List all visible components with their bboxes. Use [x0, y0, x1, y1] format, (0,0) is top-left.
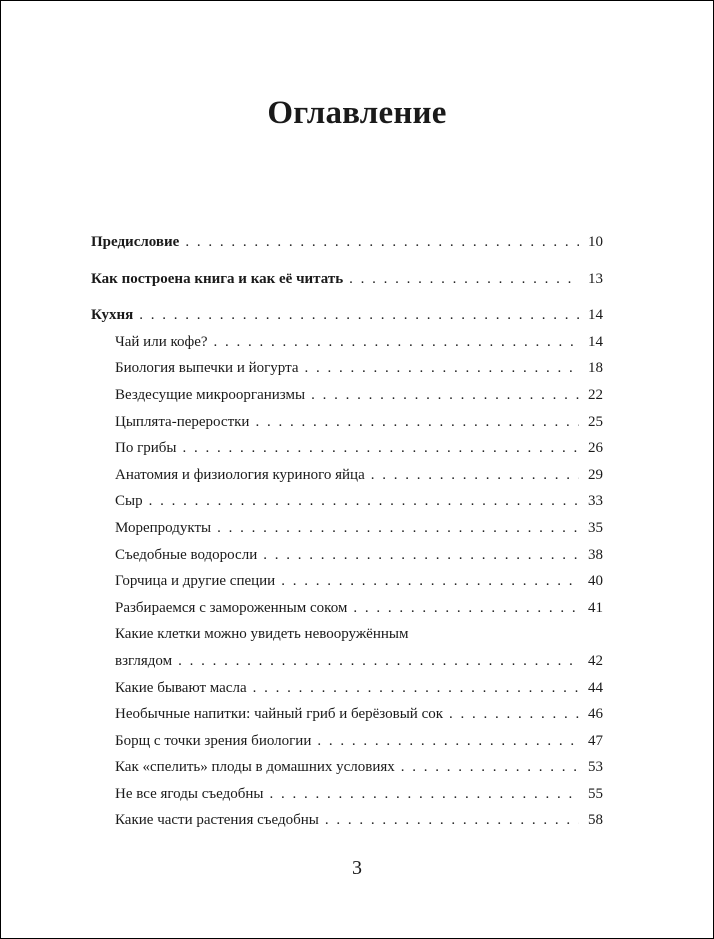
toc-subentry-page: 33 — [588, 493, 603, 510]
dot-leader — [311, 382, 579, 409]
toc-subentry-page: 53 — [588, 759, 603, 776]
dot-leader — [353, 595, 579, 622]
toc-entry-label: Как построена книга и как её читать — [91, 270, 344, 287]
toc-subentry-label: Вездесущие микроорганизмы — [115, 386, 306, 403]
toc-subentry — [91, 435, 603, 462]
dot-leader — [178, 648, 579, 675]
toc-entry-page: 10 — [588, 234, 603, 250]
dot-leader — [401, 754, 579, 781]
toc-subentry-line2 — [91, 648, 603, 675]
toc-subentry-label: Съедобные водоросли — [115, 546, 258, 563]
dot-leader — [281, 568, 579, 595]
toc-subentry — [91, 515, 603, 542]
toc-subentry-label: Какие клетки можно увидеть невооружённым — [115, 626, 409, 643]
toc-subentry-label: Борщ с точки зрения биологии — [115, 732, 312, 749]
toc-entry — [91, 302, 603, 329]
toc-subentry-label: Цыплята-переростки — [115, 413, 250, 430]
toc-entry — [91, 266, 603, 293]
dot-leader — [149, 488, 579, 515]
toc-subentry — [91, 595, 603, 622]
toc-subentry-page: 55 — [588, 785, 603, 802]
toc-subentry-label: Какие бывают масла — [115, 679, 247, 696]
toc-subentry — [91, 329, 603, 356]
toc-subentry-page: 47 — [588, 732, 603, 749]
dot-leader — [182, 435, 579, 462]
toc-subentry-label: Разбираемся с замороженным соком — [115, 599, 348, 616]
dot-leader — [305, 355, 580, 382]
toc-entry-page: 13 — [588, 270, 603, 287]
page-number: 3 — [352, 857, 362, 879]
toc-entry-label: Кухня — [91, 307, 134, 324]
toc-entry — [91, 229, 603, 256]
dot-leader — [185, 229, 579, 256]
toc-subentry — [91, 462, 603, 489]
toc-subentry — [91, 781, 603, 808]
toc-subentry-page: 26 — [588, 440, 603, 457]
toc-subentry-label-cont: взглядом — [115, 652, 173, 669]
toc-subentry-label: Морепродукты — [115, 519, 212, 536]
toc-subentry-label: Как «спелить» плоды в домашних условиях — [115, 759, 395, 776]
dot-leader — [349, 266, 579, 293]
toc-subentry-page: 29 — [588, 466, 603, 483]
toc-subentry-page: 35 — [588, 519, 603, 536]
toc-subentry — [91, 409, 603, 436]
toc-subentry — [91, 382, 603, 409]
toc-subentry-label: По грибы — [115, 440, 177, 457]
dot-leader — [217, 515, 579, 542]
toc-subentry-line1 — [91, 621, 603, 648]
toc-subentry — [91, 488, 603, 515]
toc-subentry-label: Сыр — [115, 493, 143, 510]
toc-subentry — [91, 542, 603, 569]
toc-subentry — [91, 355, 603, 382]
page-title: Оглавление — [267, 95, 447, 131]
dot-leader — [253, 675, 579, 702]
toc-subentry-page: 38 — [588, 546, 603, 563]
dot-leader — [317, 728, 579, 755]
dot-leader — [263, 542, 579, 569]
toc-subentry-page: 42 — [588, 652, 603, 669]
toc-subentry-page: 41 — [588, 599, 603, 616]
toc-subentry — [91, 675, 603, 702]
toc-subentry-page: 14 — [588, 333, 603, 350]
toc-subentry-page: 40 — [588, 573, 603, 590]
toc-subentry-label: Анатомия и физиология куриного яйца — [115, 466, 365, 483]
toc-subentry — [91, 807, 603, 834]
toc-subentry-label: Не все ягоды съедобны — [115, 785, 264, 802]
toc-subentry — [91, 701, 603, 728]
dot-leader — [255, 409, 579, 436]
toc-entry-page: 14 — [588, 307, 603, 324]
toc-subentry-label: Биология выпечки и йогурта — [115, 360, 299, 377]
dot-leader — [269, 781, 579, 808]
toc-subentry — [91, 754, 603, 781]
toc-subentry-label: Горчица и другие специи — [115, 573, 276, 590]
dot-leader — [371, 462, 579, 489]
dot-leader — [139, 302, 579, 329]
toc-subentry-page: 44 — [588, 679, 603, 696]
toc-subentry-page: 25 — [588, 413, 603, 430]
toc-subentry-label: Какие части растения съедобны — [115, 812, 319, 829]
toc-entry-label: Предисловие — [91, 234, 180, 250]
table-of-contents — [91, 229, 603, 834]
dot-leader — [449, 701, 579, 728]
toc-subentry-page: 46 — [588, 706, 603, 723]
toc-subentry-page: 18 — [588, 360, 603, 377]
dot-leader — [214, 329, 579, 356]
toc-subentry-label: Чай или кофе? — [115, 333, 208, 350]
dot-leader — [325, 807, 579, 834]
toc-subentry — [91, 728, 603, 755]
toc-subentry-label: Необычные напитки: чайный гриб и берёзовый сок — [115, 706, 444, 723]
toc-subentry-page: 58 — [588, 812, 603, 829]
toc-subentry-page: 22 — [588, 386, 603, 403]
toc-subentry — [91, 568, 603, 595]
